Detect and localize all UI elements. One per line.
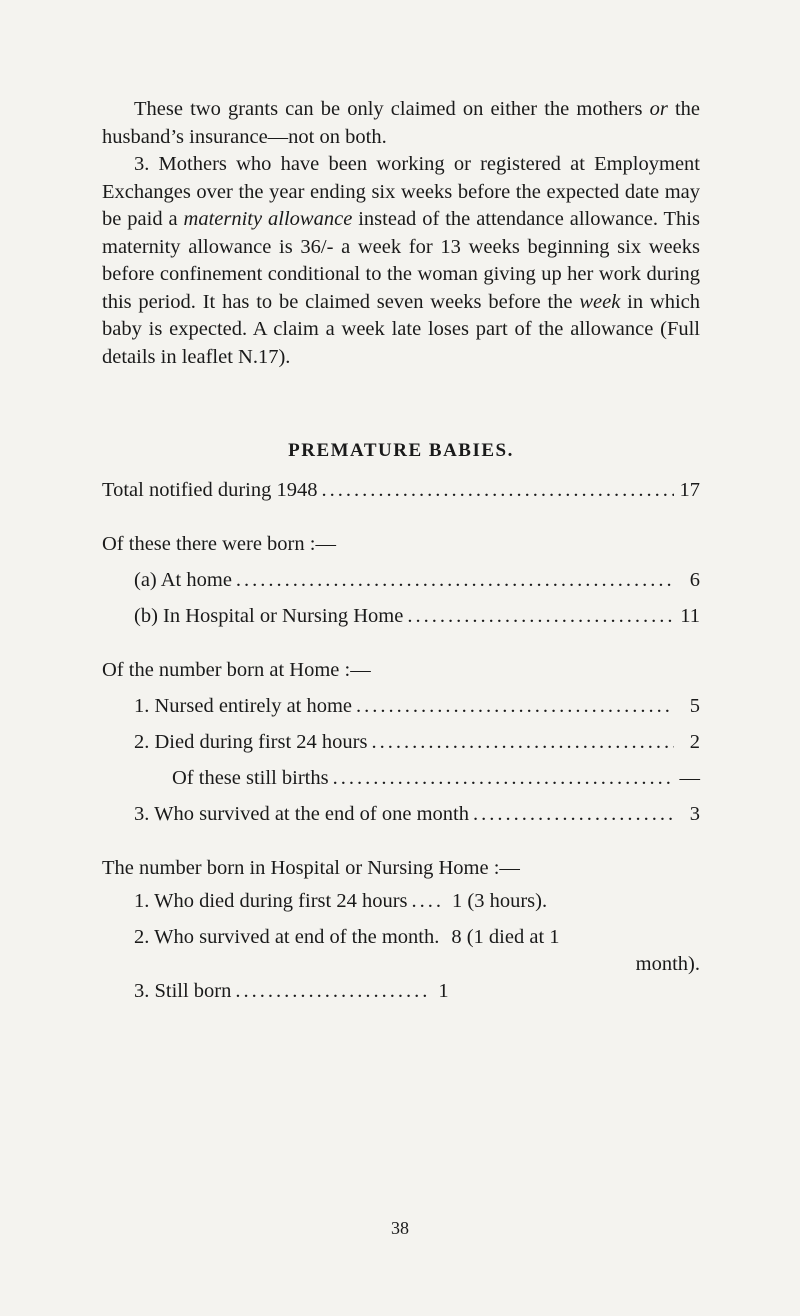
hospital-row: 3. Still born ........................ 1 [134,980,449,1002]
home-row: Of these still births ..... — [102,760,700,796]
home-row: 3. Who survived at the end of one month ..... 3 [102,796,700,832]
section-heading: PREMATURE BABIES. [288,440,514,461]
paragraph-maternity-allowance: 3. Mothers who have been working or registered at Employment Exchanges over the year ending six weeks before the expected date may be paid a maternity allowance instead of the attendance allowance. This maternity allowance is 36/- a week for 13 weeks beginning six weeks before confinement conditional to the woman giving up her work during this period. It has to be claimed seven weeks before the week in which baby is expected. A claim a week late loses part of the allowance (Full details in leaflet N.17). [102,153,700,368]
hospital-row: 1. Who died during first 24 hours .... 1 (3 hours). [134,890,548,912]
paragraph-grants: These two grants can be only claimed on either the mothers or the husband’s insurance—not on both. [102,98,701,148]
home-row: 1. Nursed entirely at home ..... 5 [102,688,700,724]
home-intro: Of the number born at Home :— [102,659,371,681]
page-number: 38 [391,1218,409,1238]
born-row: (a) At home ..... 6 [102,562,700,598]
hospital-row-continuation: month). [635,953,700,975]
hospital-row: 2. Who survived at end of the month. 8 (1 died at 1 [134,926,560,948]
hospital-intro: The number born in Hospital or Nursing Home :— [102,857,520,879]
home-row: 2. Died during first 24 hours ..... 2 [102,724,700,760]
born-intro: Of these there were born :— [102,533,336,555]
total-row: Total notified during 1948 ..... 17 [102,472,700,508]
born-row: (b) In Hospital or Nursing Home ..... 11 [102,598,700,634]
document-page [102,96,700,1005]
